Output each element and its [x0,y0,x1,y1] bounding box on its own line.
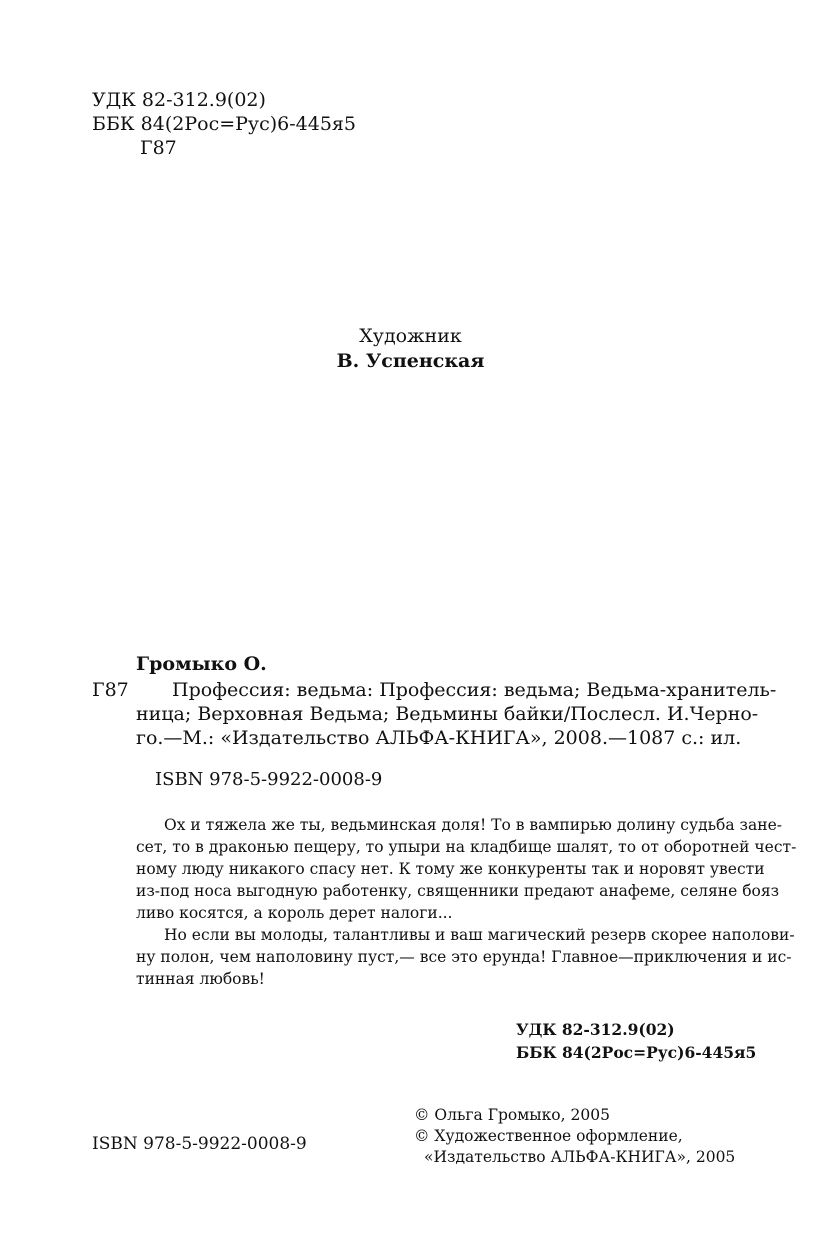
annotation-line: ну полон, чем наполовину пуст,— все это ерунда! Главное—приключения и ис- [136,948,792,966]
isbn-bottom: ISBN 978-5-9922-0008-9 [92,1134,307,1154]
annotation [136,814,797,990]
udk-code-right: УДК 82-312.9(02) [516,1020,675,1039]
copyright-author: © Ольга Громыко, 2005 [414,1106,610,1124]
bibliographic-description [136,678,777,750]
artist-name: В. Успенская [336,350,485,372]
copyright-design: © Художественное оформление, [414,1127,683,1145]
artist-credit [0,324,821,374]
annotation-line: сет, то в драконью пещеру, то упыри на кладбище шалят, то от оборотней чест- [136,838,797,856]
record-isbn: ISBN 978-5-9922-0008-9 [155,769,383,790]
bbk-code-right: ББК 84(2Рос=Рус)6-445я5 [516,1043,757,1062]
biblio-line: Профессия: ведьма: Профессия: ведьма; Ведьма-хранитель- [172,679,777,701]
annotation-line: из-под носа выгодную работенку, священники предают анафеме, селяне бояз [136,882,780,900]
classification-codes-right [516,1018,756,1064]
annotation-line: ному люду никакого спасу нет. К тому же конкуренты так и норовят увести [136,860,765,878]
annotation-line: Ох и тяжела же ты, ведьминская доля! То в вампирью долину судьба зане- [164,816,782,834]
author-mark: Г87 [140,137,177,159]
record-author-mark: Г87 [92,679,129,701]
copyright-block [414,1105,735,1168]
annotation-line: ливо косятся, а король дерет налоги... [136,904,453,922]
annotation-line: тинная любовь! [136,970,265,988]
record-author: Громыко О. [136,653,267,675]
copyright-publisher: «Издательство АЛЬФА-КНИГА», 2005 [424,1148,736,1166]
top-classification-codes [92,88,356,160]
udk-code: УДК 82-312.9(02) [92,89,266,111]
artist-label: Художник [359,325,462,347]
biblio-line: го.—М.: «Издательство АЛЬФА-КНИГА», 2008.—1087 с.: ил. [136,727,742,749]
bbk-code: ББК 84(2Рос=Рус)6-445я5 [92,113,356,135]
biblio-line: ница; Верховная Ведьма; Ведьмины байки/Послесл. И.Черно- [136,703,759,725]
annotation-line: Но если вы молоды, талантливы и ваш магический резерв скорее наполови- [164,926,795,944]
